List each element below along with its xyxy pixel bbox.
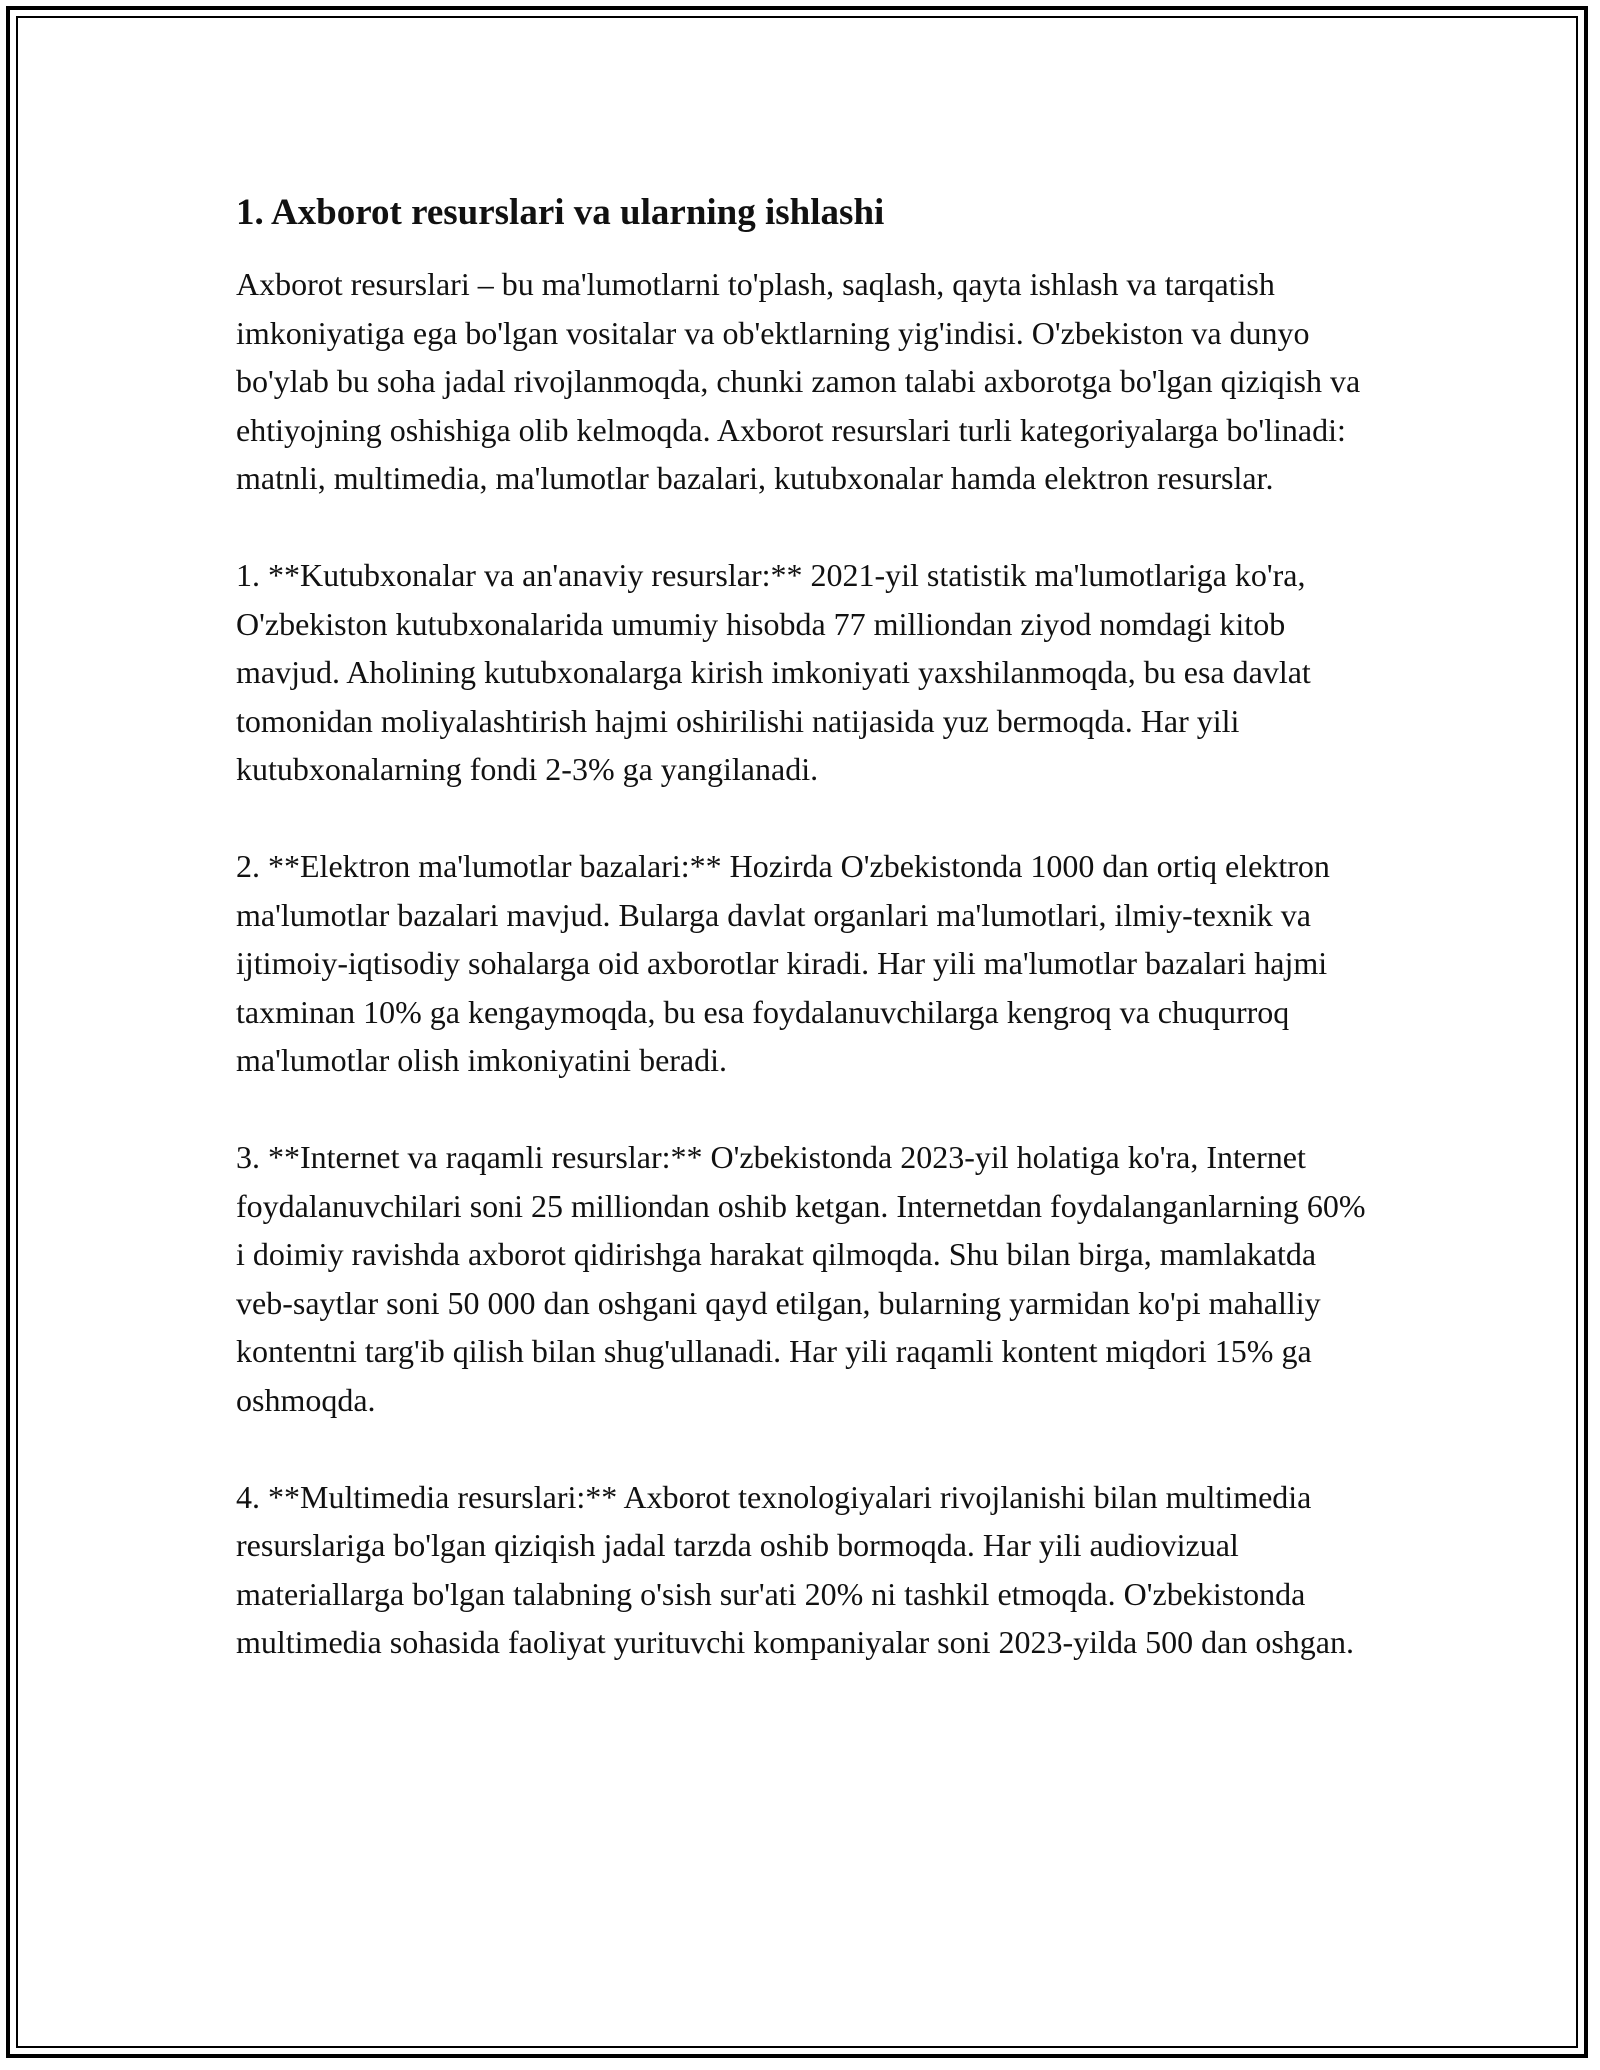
intro-paragraph: Axborot resurslari – bu ma'lumotlarni to'plash, saqlash, qayta ishlash va tarqatish imkoniyatiga ega bo'lgan vositalar va ob'ektlarning yig'indisi. O'zbekiston va dunyo bo'ylab bu soha jadal rivojlanmoqda, chunki zamon talabi axborotga bo'lgan qiziqish va ehtiyojning oshishiga olib kelmoqda. Axborot resurslari turli kategoriyalarga bo'linadi: matnli, multimedia, ma'lumotlar bazalari, kutubxonalar hamda elektron resurslar. xyxy=(236,266,1361,496)
page-title: 1. Axborot resurslari va ularning ishlashi xyxy=(236,192,885,233)
document-body xyxy=(236,188,1376,1667)
databases-paragraph: 2. **Elektron ma'lumotlar bazalari:** Hozirda O'zbekistonda 1000 dan ortiq elektron ma'lumotlar bazalari mavjud. Bularga davlat organlari ma'lumotlari, ilmiy-texnik va ijtimoiy-iqtisodiy sohalarga oid axborotlar kiradi. Har yili ma'lumotlar bazalari hajmi taxminan 10% ga kengaymoqda, bu esa foydalanuvchilarga kengroq va chuqurroq ma'lumotlar olish imkoniyatini beradi. xyxy=(236,848,1330,1078)
multimedia-paragraph: 4. **Multimedia resurslari:** Axborot texnologiyalari rivojlanishi bilan multimedia resurslariga bo'lgan qiziqish jadal tarzda oshib bormoqda. Har yili audiovizual materiallarga bo'lgan talabning o'sish sur'ati 20% ni tashkil etmoqda. O'zbekistonda multimedia sohasida faoliyat yurituvchi kompaniyalar soni 2023-yilda 500 dan oshgan. xyxy=(236,1478,1354,1660)
libraries-paragraph: 1. **Kutubxonalar va an'anaviy resurslar:** 2021-yil statistik ma'lumotlariga ko'ra, O'zbekiston kutubxonalarida umumiy hisobda 77 milliondan ziyod nomdagi kitob mavjud. Aholining kutubxonalarga kirish imkoniyati yaxshilanmoqda, bu esa davlat tomonidan moliyalashtirish hajmi oshirilishi natijasida yuz bermoqda. Har yili kutubxonalarning fondi 2-3% ga yangilanadi. xyxy=(236,557,1311,787)
internet-paragraph: 3. **Internet va raqamli resurslar:** O'zbekistonda 2023-yil holatiga ko'ra, Internet foydalanuvchilari soni 25 milliondan oshib ketgan. Internetdan foydalanganlarning 60% i doimiy ravishda axborot qidirishga harakat qilmoqda. Shu bilan birga, mamlakatda veb-saytlar soni 50 000 dan oshgani qayd etilgan, bularning yarmidan ko'pi mahalliy kontentni targ'ib qilish bilan shug'ullanadi. Har yili raqamli kontent miqdori 15% ga oshmoqda. xyxy=(236,1139,1366,1418)
